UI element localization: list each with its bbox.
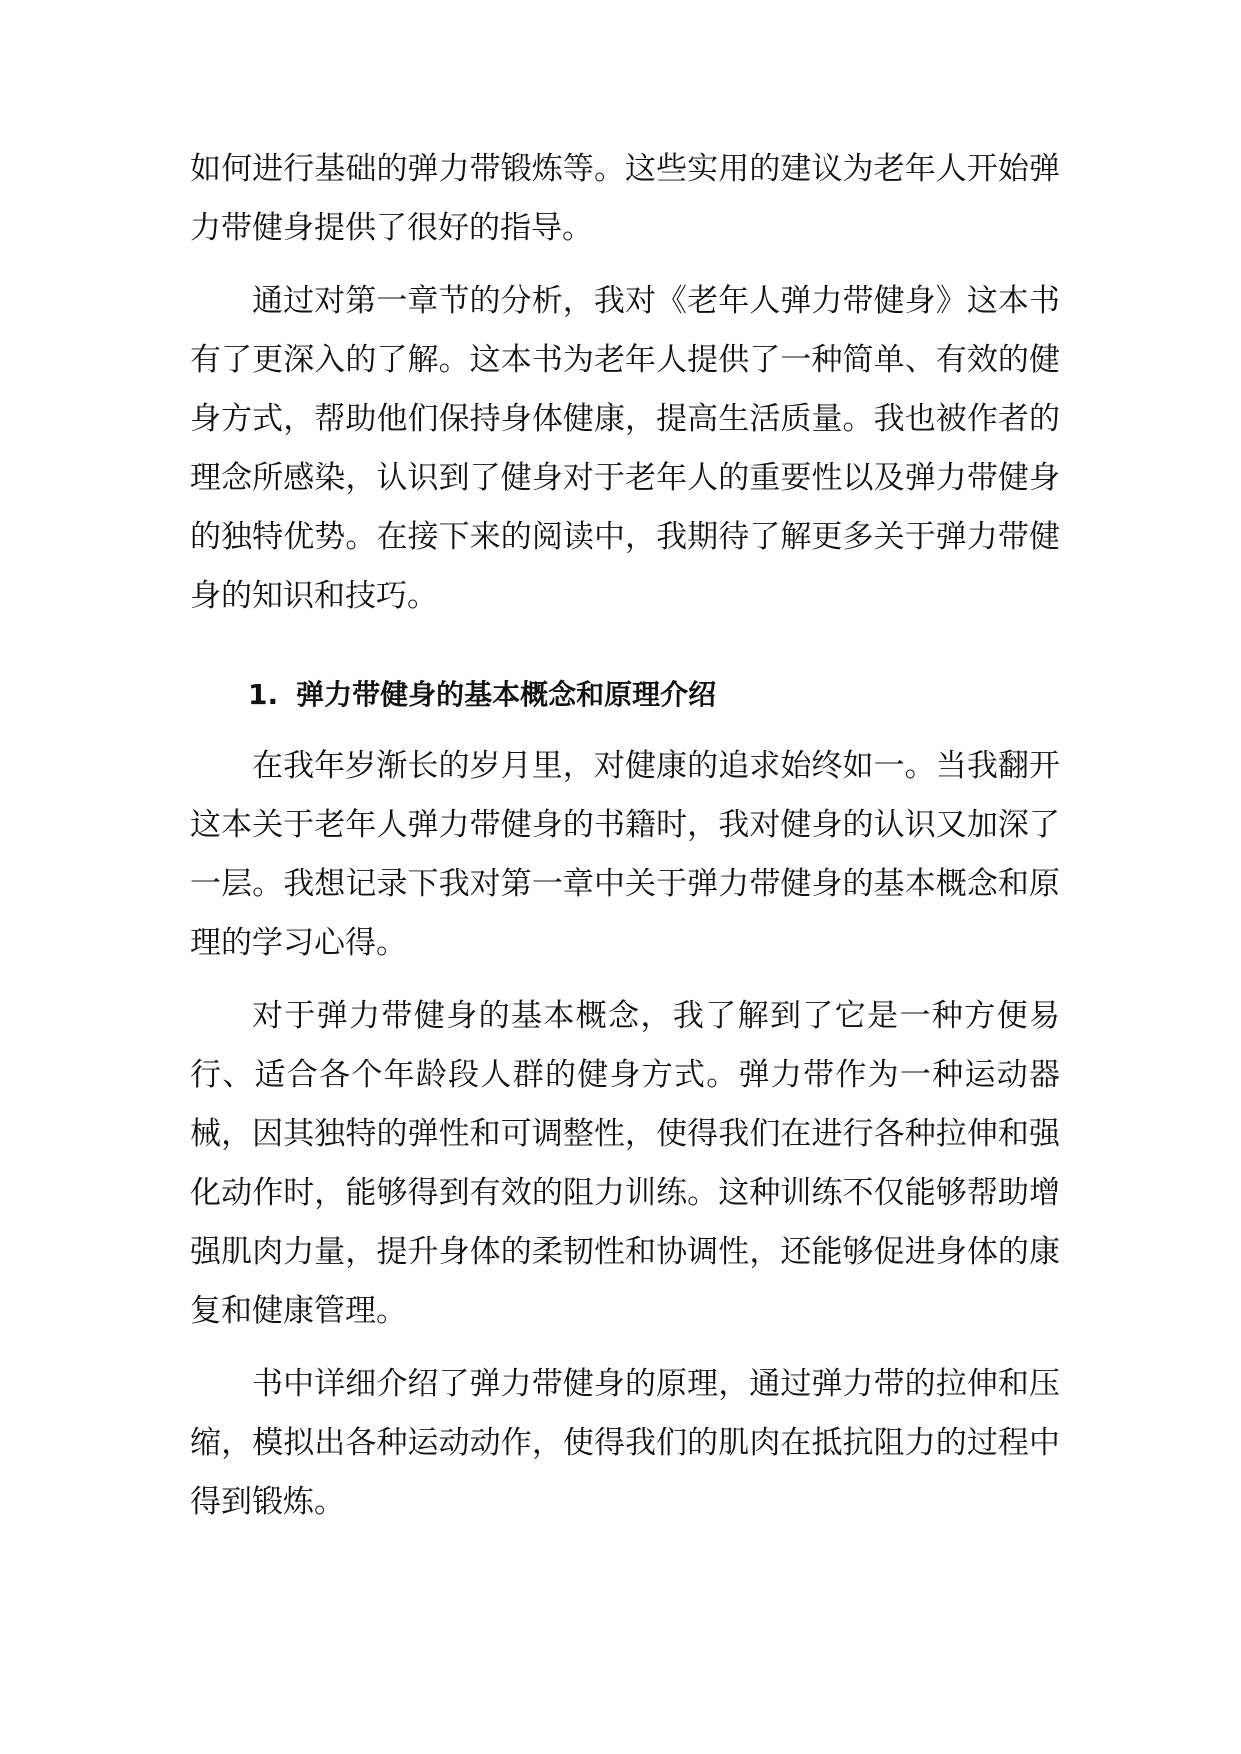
paragraph-4: 对于弹力带健身的基本概念，我了解到了它是一种方便易行、适合各个年龄段人群的健身方式。弹力带作为一种运动器械，因其独特的弹性和可调整性，使得我们在进行各种拉伸和强化动作时，能够得到有效的阻力训练。这种训练不仅能够帮助增强肌肉力量，提升身体的柔韧性和协调性，还能够促进身体的康复和健康管理。 (190, 998, 1060, 1329)
paragraph-1: 如何进行基础的弹力带锻炼等。这些实用的建议为老年人开始弹力带健身提供了很好的指导。 (190, 151, 1060, 246)
section-number: 1. (248, 678, 279, 711)
document-body (190, 140, 1060, 1546)
section-heading (190, 667, 1060, 723)
paragraph-3: 在我年岁渐长的岁月里，对健康的追求始终如一。当我翻开这本关于老年人弹力带健身的书籍时，我对健身的认识又加深了一层。我想记录下我对第一章中关于弹力带健身的基本概念和原理的学习心得。 (190, 748, 1060, 961)
paragraph-5: 书中详细介绍了弹力带健身的原理，通过弹力带的拉伸和压缩，模拟出各种运动动作，使得我们的肌肉在抵抗阻力的过程中得到锻炼。 (190, 1366, 1060, 1520)
paragraph-2: 通过对第一章节的分析，我对《老年人弹力带健身》这本书有了更深入的了解。这本书为老年人提供了一种简单、有效的健身方式，帮助他们保持身体健康，提高生活质量。我也被作者的理念所感染，认识到了健身对于老年人的重要性以及弹力带健身的独特优势。在接下来的阅读中，我期待了解更多关于弹力带健身的知识和技巧。 (190, 283, 1060, 614)
section-title: 弹力带健身的基本概念和原理介绍 (296, 678, 717, 711)
